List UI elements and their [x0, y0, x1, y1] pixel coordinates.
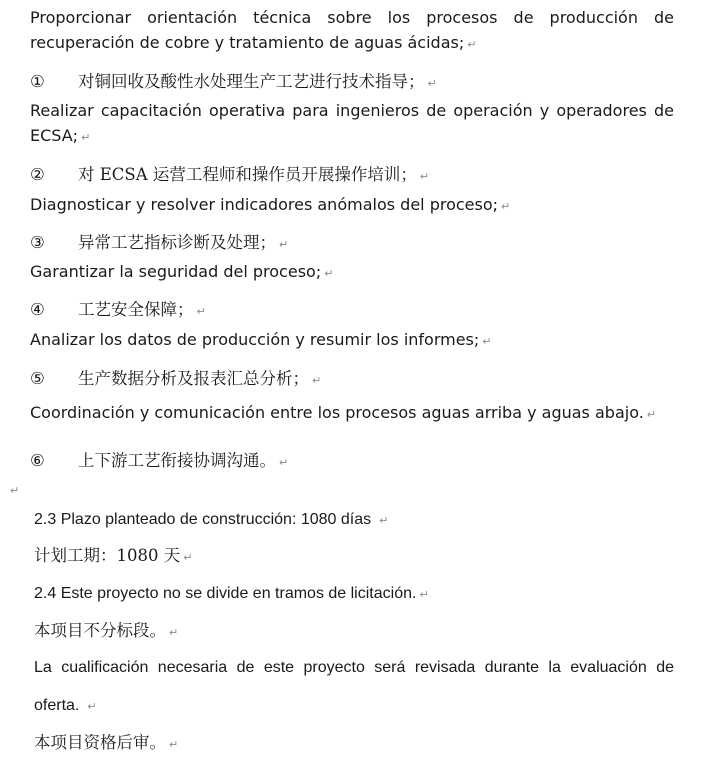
paragraph-mark: ↵ — [169, 738, 179, 751]
qualification-zh-text: 本项目资格后审。 — [34, 733, 166, 752]
paragraph-mark: ↵ — [279, 456, 289, 469]
paragraph-mark: ↵ — [419, 588, 429, 601]
paragraph-mark: ↵ — [501, 200, 511, 213]
item-number: ⑥ — [30, 451, 45, 470]
item-number: ① — [30, 72, 45, 91]
item-number: ③ — [30, 233, 45, 252]
paragraph-mark: ↵ — [467, 38, 477, 51]
qualification-es-text-2: oferta. — [34, 697, 80, 714]
item-es-text: Analizar los datos de producción y resumir los informes; — [30, 330, 480, 349]
duty-item-2-zh — [30, 165, 429, 187]
duty-item-2-es — [30, 195, 510, 217]
intro-line-1 — [30, 8, 674, 28]
duty-item-5-es — [30, 403, 656, 425]
item-number: ⑤ — [30, 369, 45, 388]
empty-paragraph-mark: ↵ — [10, 484, 20, 497]
section-2-3-es-text: 2.3 Plazo planteado de construcción: 1080 días — [34, 511, 372, 528]
paragraph-mark: ↵ — [482, 335, 492, 348]
item-zh-text: 对 ECSA 运营工程师和操作员开展操作培训； — [78, 165, 417, 184]
item-zh-text: 工艺安全保障； — [78, 300, 194, 319]
duty-item-4-es — [30, 330, 492, 352]
paragraph-mark: ↵ — [427, 77, 437, 90]
duty-item-3-es — [30, 262, 333, 284]
qualification-es-text-1: La cualificación necesaria de este proyecto será revisada durante la evaluación de — [34, 659, 674, 676]
paragraph-mark: ↵ — [169, 626, 179, 639]
section-2-4-zh — [34, 621, 178, 643]
intro-es-text-2: recuperación de cobre y tratamiento de aguas ácidas; — [30, 33, 465, 52]
paragraph-mark: ↵ — [196, 305, 206, 318]
qualification-zh — [34, 733, 178, 755]
duty-item-6-zh — [30, 451, 288, 473]
paragraph-mark: ↵ — [183, 551, 193, 564]
duty-item-1-es-line-1 — [30, 101, 674, 121]
paragraph-mark: ↵ — [312, 374, 322, 387]
intro-line-2 — [30, 33, 476, 55]
paragraph-mark: ↵ — [324, 267, 334, 280]
item-zh-text: 上下游工艺衔接协调沟通。 — [78, 451, 276, 470]
item-es-text: Realizar capacitación operativa para ingenieros de operación y operadores de — [30, 101, 674, 120]
item-es-text: Coordinación y comunicación entre los procesos aguas arriba y aguas abajo. — [30, 403, 644, 422]
qualification-es-line-2 — [34, 696, 97, 717]
item-number: ② — [30, 165, 45, 184]
paragraph-mark: ↵ — [279, 238, 289, 251]
duty-item-4-zh — [30, 300, 206, 322]
item-es-text: ECSA; — [30, 126, 79, 145]
section-2-3-zh-text: 计划工期：1080 天 — [34, 546, 181, 565]
qualification-es-line-1 — [34, 658, 674, 678]
item-es-text: Diagnosticar y resolver indicadores anómalos del proceso; — [30, 195, 499, 214]
paragraph-mark: ↵ — [419, 170, 430, 183]
paragraph-mark: ↵ — [81, 131, 91, 144]
section-2-3-es — [34, 510, 388, 531]
section-2-4-es-text: 2.4 Este proyecto no se divide en tramos de licitación. — [34, 585, 417, 602]
item-es-text: Garantizar la seguridad del proceso; — [30, 262, 322, 281]
intro-es-text-1: Proporcionar orientación técnica sobre los procesos de producción de — [30, 8, 674, 27]
section-2-4-zh-text: 本项目不分标段。 — [34, 621, 166, 640]
duty-item-1-es-line-2 — [30, 126, 90, 148]
paragraph-mark: ↵ — [87, 700, 97, 713]
section-2-4-es — [34, 584, 429, 605]
duty-item-1-zh — [30, 72, 437, 94]
paragraph-mark: ↵ — [379, 514, 389, 527]
section-2-3-zh — [34, 546, 192, 568]
item-zh-text: 对铜回收及酸性水处理生产工艺进行技术指导； — [78, 72, 425, 91]
duty-item-3-zh — [30, 233, 288, 255]
item-zh-text: 生产数据分析及报表汇总分析； — [78, 369, 309, 388]
paragraph-mark: ↵ — [646, 408, 656, 421]
item-zh-text: 异常工艺指标诊断及处理； — [78, 233, 276, 252]
item-number: ④ — [30, 300, 45, 319]
duty-item-5-zh — [30, 369, 321, 391]
